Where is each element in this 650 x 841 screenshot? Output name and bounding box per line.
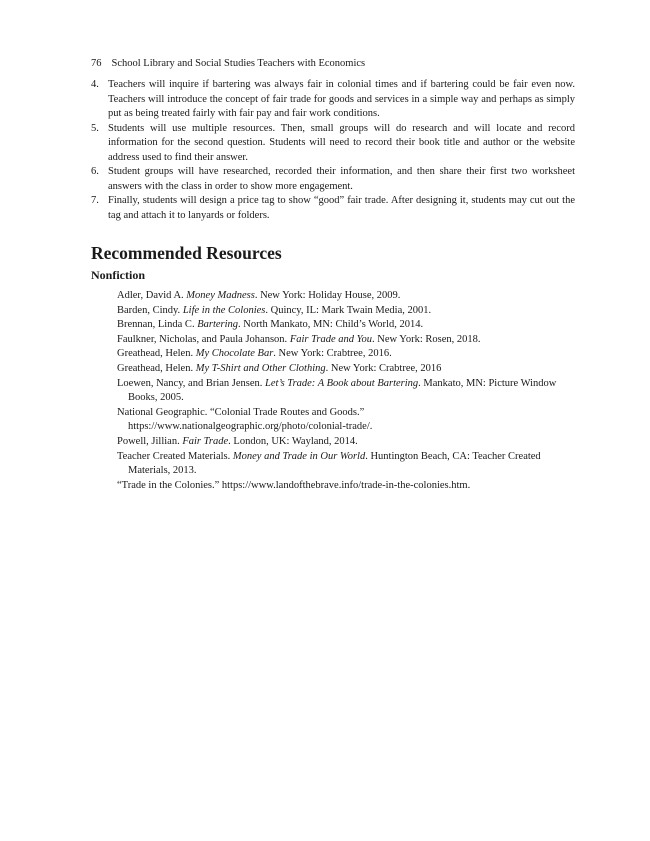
reference-author: Greathead, Helen. <box>117 348 196 360</box>
reference-entry <box>117 318 576 333</box>
reference-author: Brennan, Linda C. <box>117 319 198 331</box>
reference-entry <box>117 304 576 319</box>
reference-publication: . London, UK: Wayland, 2014. <box>228 435 358 447</box>
reference-text: National Geographic. “Colonial Trade Routes and Goods.” https://www.nationalgeographic.org/photo/colonial-trade/. <box>117 406 373 433</box>
reference-publication: . Quincy, IL: Mark Twain Media, 2001. <box>265 304 432 316</box>
step-number: 5. <box>91 122 99 134</box>
step-text: Student groups will have researched, recorded their information, and then share their first two worksheet answers with the class in order to show more engagement. <box>108 166 575 192</box>
reference-publication: . North Mankato, MN: Child’s World, 2014. <box>238 319 424 331</box>
reference-publication: . New York: Crabtree, 2016 <box>325 362 442 374</box>
reference-entry <box>117 333 576 348</box>
step-text: Students will use multiple resources. Then, small groups will do research and will locate and record information for the second question. Students will need to record their book title and author or the website address used to find their answer. <box>108 122 575 163</box>
reference-title: Life in the Colonies <box>182 304 266 316</box>
reference-publication: . New York: Holiday House, 2009. <box>254 290 401 301</box>
reference-entry <box>117 406 576 435</box>
reference-entry <box>117 377 576 406</box>
reference-entry <box>117 479 576 494</box>
reference-publication: . New York: Rosen, 2018. <box>372 333 481 345</box>
section-heading: Recommended Resources <box>91 243 282 263</box>
reference-author: Teacher Created Materials. <box>117 450 233 462</box>
reference-title: My T-Shirt and Other Clothing <box>195 362 326 374</box>
reference-entry <box>117 289 576 304</box>
reference-entry <box>117 450 576 479</box>
reference-author: Faulkner, Nicholas, and Paula Johanson. <box>117 333 290 345</box>
procedure-step <box>91 122 575 166</box>
procedure-step <box>91 78 575 122</box>
step-text: Finally, students will design a price tag to show “good” fair trade. After designing it, students may cut out the tag and attach it to lanyards or folders. <box>108 195 575 221</box>
subsection-heading: Nonfiction <box>91 268 145 282</box>
running-header <box>91 57 365 71</box>
reference-title: My Chocolate Bar <box>195 348 274 360</box>
reference-author: Greathead, Helen. <box>117 362 196 374</box>
reference-entry <box>117 435 576 450</box>
page-number: 76 <box>91 58 102 69</box>
reference-publication: . New York: Crabtree, 2016. <box>273 348 392 360</box>
reference-title: Money and Trade in Our World <box>232 450 366 462</box>
reference-entry <box>117 362 576 377</box>
procedure-steps <box>91 78 575 223</box>
reference-author: Adler, David A. <box>117 290 187 301</box>
procedure-step <box>91 165 575 194</box>
reference-author: Powell, Jillian. <box>117 435 183 447</box>
reference-title: Fair Trade <box>182 435 229 447</box>
step-number: 7. <box>91 195 99 206</box>
procedure-step <box>91 194 575 223</box>
reference-author: Barden, Cindy. <box>117 304 183 316</box>
step-number: 4. <box>91 79 99 90</box>
reference-author: Loewen, Nancy, and Brian Jensen. <box>117 377 266 389</box>
reference-title: Let’s Trade: A Book about Bartering <box>265 377 419 389</box>
reference-entry <box>117 347 576 362</box>
reference-title: Fair Trade and You <box>289 333 372 345</box>
reference-title: Money Madness <box>186 290 255 301</box>
step-text: Teachers will inquire if bartering was always fair in colonial times and if bartering could be fair even now. Teachers will introduce the concept of fair trade for goods and services in a simple way and perhaps as simply put as being treated fairly with fair pay and fair work conditions. <box>108 79 575 119</box>
reference-publication: . Mankato, MN: Picture Window Books, 2005. <box>128 377 557 404</box>
running-title: School Library and Social Studies Teachers with Economics <box>111 58 366 69</box>
reference-text: “Trade in the Colonies.” https://www.landofthebrave.info/trade-in-the-colonies.htm. <box>117 479 471 491</box>
reference-title: Bartering <box>197 319 239 331</box>
reference-publication: . Huntington Beach, CA: Teacher Created Materials, 2013. <box>128 450 541 477</box>
step-number: 6. <box>91 166 99 177</box>
reference-list <box>117 289 576 493</box>
